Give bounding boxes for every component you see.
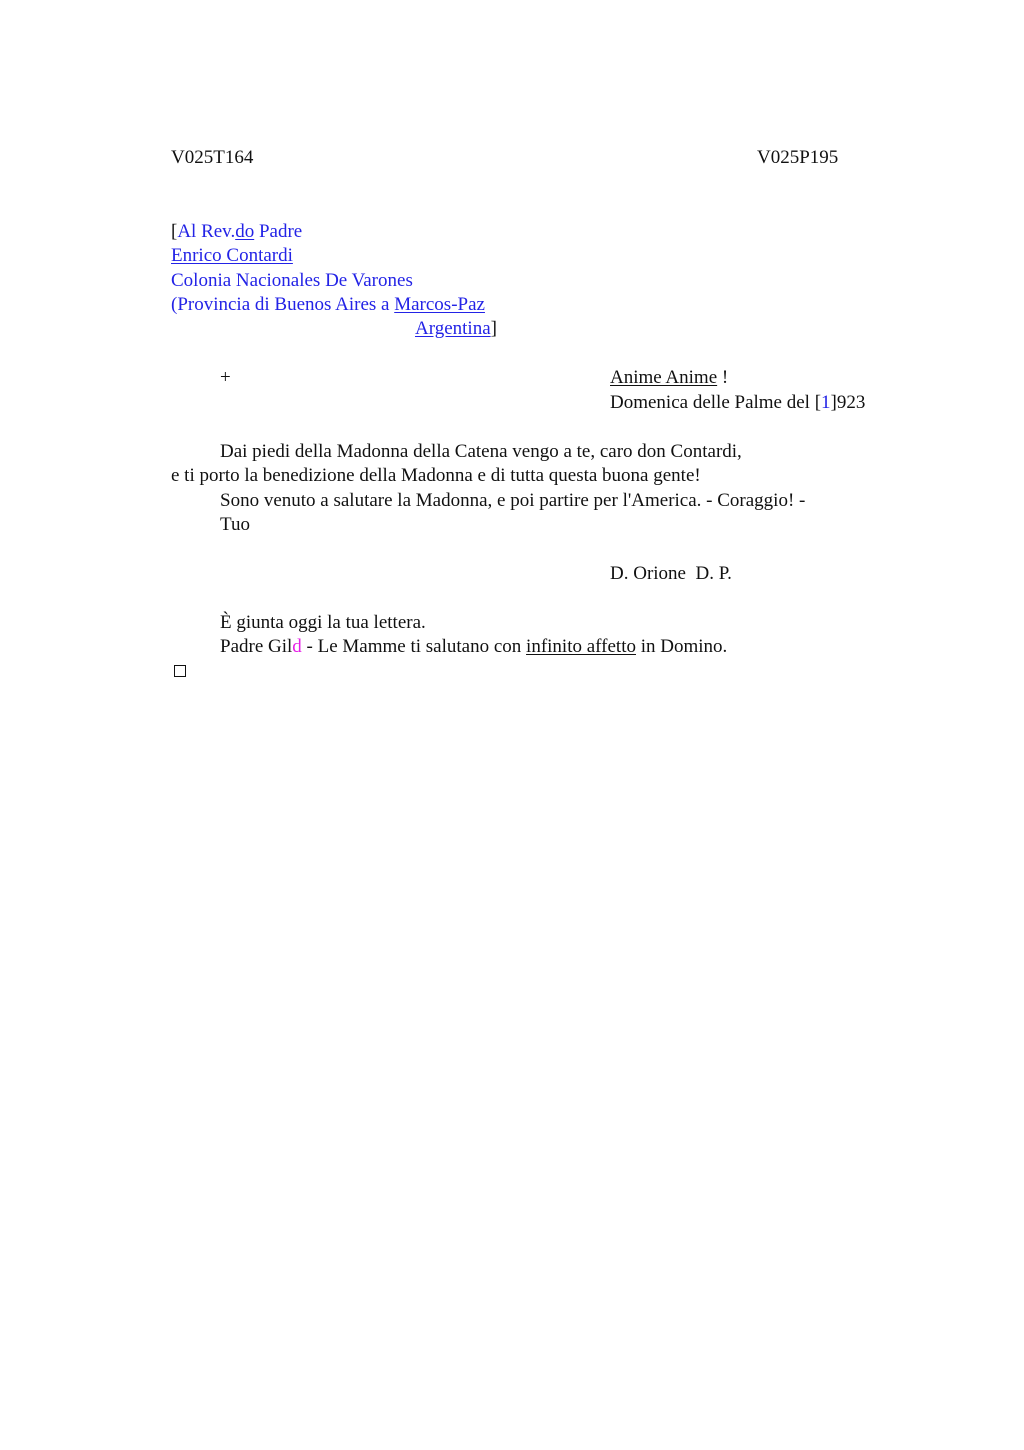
body-line-4: Tuo	[220, 514, 250, 535]
address-bracket-close: ]	[490, 318, 497, 339]
document-code-left: V025T164	[171, 147, 254, 168]
date-text: Domenica delle Palme del	[610, 392, 815, 413]
address-town: Marcos-Paz	[394, 294, 485, 315]
address-line-4	[171, 293, 485, 317]
end-marker-square-icon	[174, 665, 186, 677]
address-line-1	[171, 220, 302, 244]
date-year: 923	[836, 392, 866, 413]
address-honorific-suffix: do	[235, 221, 255, 242]
address-recipient-name: Enrico Contardi	[171, 245, 293, 266]
date-restored-digit: 1	[821, 392, 831, 413]
document-code-right: V025P195	[757, 147, 839, 168]
signature: D. Orione D. P.	[610, 563, 732, 584]
postscript-end: in Domino.	[635, 636, 728, 657]
cross-mark: +	[220, 367, 231, 388]
postscript-name-mark: d	[292, 636, 302, 657]
letter-date	[610, 391, 865, 415]
postscript-name: Padre Gil	[220, 636, 293, 657]
motto-tail: !	[717, 367, 729, 388]
postscript-line-2	[220, 635, 727, 659]
date-bracket-open: [	[814, 392, 822, 413]
address-honorific: Al Rev.	[177, 221, 236, 242]
postscript-line-1: È giunta oggi la tua lettera.	[220, 612, 426, 633]
address-province: (Provincia di Buenos Aires a	[171, 294, 395, 315]
address-bracket-open: [	[171, 221, 178, 242]
body-line-2: e ti porto la benedizione della Madonna e di tutta questa buona gente!	[171, 465, 701, 486]
address-line-5	[415, 317, 497, 341]
postscript-text: - Le Mamme ti salutano con	[301, 636, 527, 657]
postscript-underlined: infinito affetto	[526, 636, 636, 657]
address-institution: Colonia Nacionales De Varones	[171, 270, 413, 291]
body-line-3: Sono venuto a salutare la Madonna, e poi partire per l'America. - Coraggio! -	[220, 490, 806, 511]
motto	[610, 366, 728, 390]
motto-underlined: Anime Anime	[610, 367, 718, 388]
body-line-1: Dai piedi della Madonna della Catena vengo a te, caro don Contardi,	[220, 441, 742, 462]
address-country: Argentina	[415, 318, 491, 339]
address-title: Padre	[254, 221, 303, 242]
date-bracket-close: ]	[830, 392, 837, 413]
